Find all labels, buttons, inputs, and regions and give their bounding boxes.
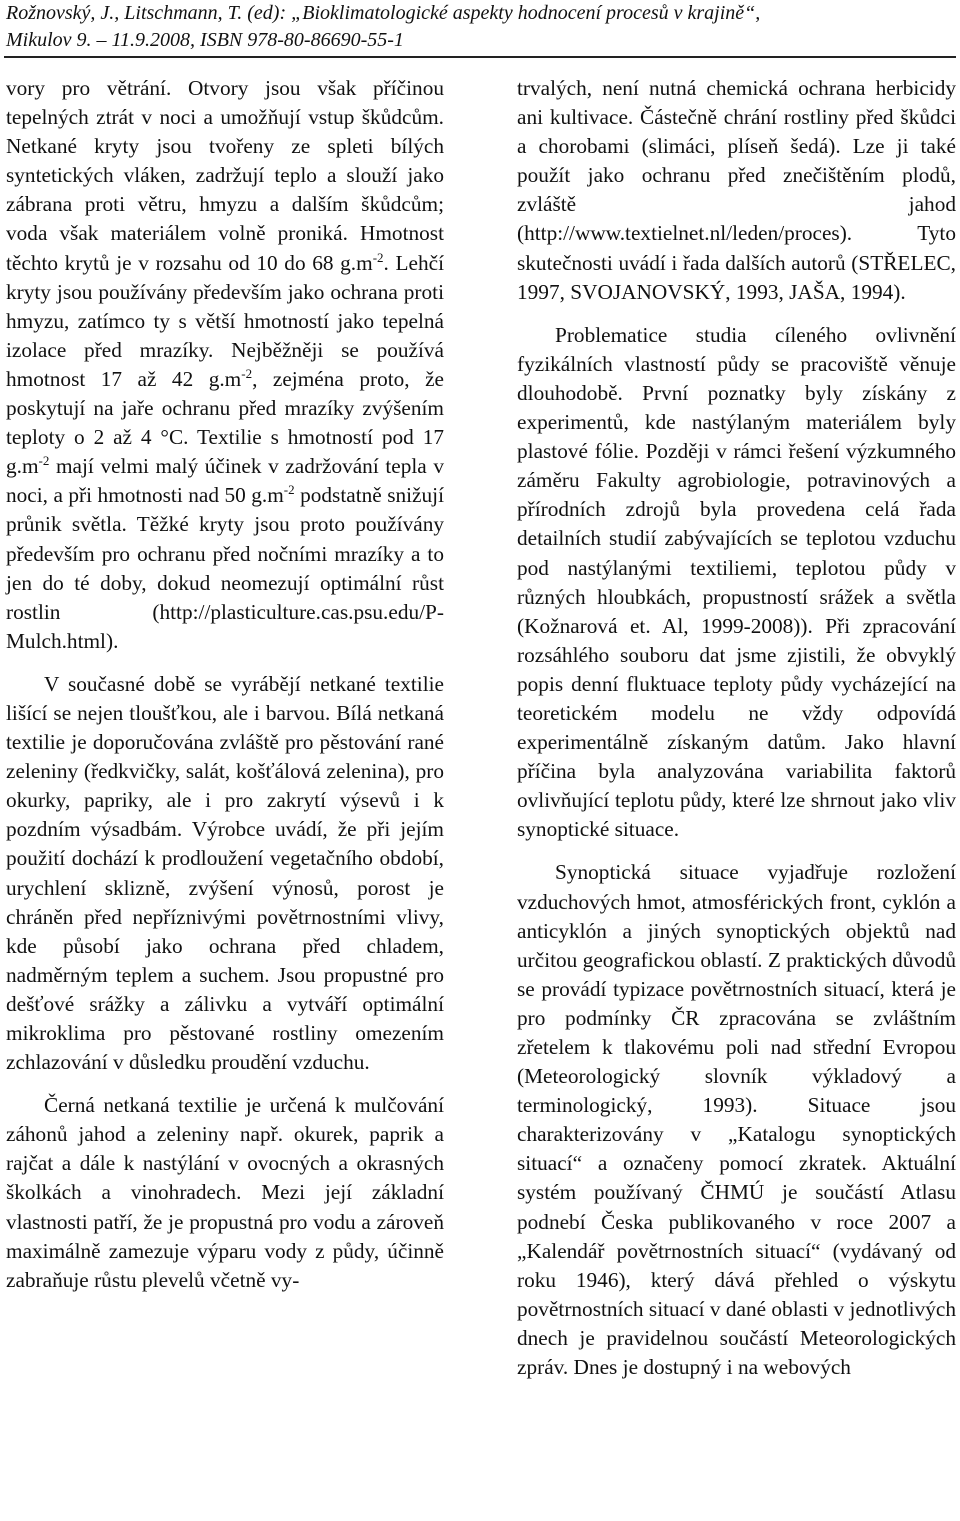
- text-run: podstatně snižují průnik světla. Těžké kryty jsou proto používány především pro ochranu před nočními mrazíky a to jen do té doby, dokud neomezují optimální růst rostlin (http://plasticulture.cas.psu.edu/P-Mulch.html).: [6, 483, 444, 653]
- superscript: -2: [38, 453, 50, 469]
- text-run: . Lehčí kryty jsou používány především jako ochrana proti hmyzu, zatímco ty s větší hmotností jako tepelná izolace před mrazíky. Nejběžněji se používá hmotnost 17 až 42 g.m: [6, 250, 444, 391]
- text-run: vory pro větrání. Otvory jsou však příčinou tepelných ztrát v noci a umožňují vstup škůdcům. Netkané kryty jsou tvořeny ze spleti bílých syntetických vláken, zadržují teplo a slouží jako zábrana proti větru, hmyzu a dalším škůdcům; voda však materiálem volně proniká. Hmotnost těchto krytů je v rozsahu od 10 do 68 g.m: [6, 76, 444, 275]
- paragraph-continuation: trvalých, není nutná chemická ochrana herbicidy ani kultivace. Částečně chrání rostliny před škůdci a chorobami (slimáci, plíseň šedá). Lze ji také použít jako ochranu před znečištěním plodů, zvláště jahod (http://www.textielnet.nl/leden/proces). Tyto skutečnosti uvádí i řada dalších autorů (STŘELEC, 1997, SVOJANOVSKÝ, 1993, JAŠA, 1994).: [517, 76, 956, 304]
- superscript: -2: [372, 249, 384, 265]
- text-run: , zejména proto, že poskytují na jaře ochranu před mrazíky zvýšením teploty o 2 až 4 °C. Textilie s hmotností pod 17 g.m: [6, 366, 444, 479]
- paragraph-synoptic-situation: Synoptická situace vyjadřuje rozložení vzduchových hmot, atmosférických front, cyklón a anticyklón a jiných synoptických objektů nad určitou geografickou oblastí. Z praktických důvodů se provádí typizace povětrnostních situací, která je pro podmínky ČR zpracována se zvláštním zřetelem k tlakovému poli nad střední Evropou (Meteorologický slovník výkladový a terminologický, 1993). Situace jsou charakterizovány v „Katalogu synoptických situací“ a označeny pomocí zkratek. Aktuální systém používaný ČHMÚ je součástí Atlasu podnebí Česka publikovaného v roce 2007 a „Kalendář povětrnostních situací“ (vydávaný od roku 1946), který dává přehled o výskytu povětrnostních situací v dané oblasti v jednotlivých dnech je pravidelnou součástí Meteorologických zpráv. Dnes je dostupný i na webových: [517, 860, 956, 1380]
- running-header: [6, 0, 956, 54]
- superscript: -2: [241, 365, 253, 381]
- header-isbn-line: Mikulov 9. – 11.9.2008, ISBN 978-80-86690-55-1: [6, 29, 404, 51]
- paragraph-white-textile: V současné době se vyrábějí netkané textilie lišící se nejen tloušťkou, ale i barvou. Bílá netkaná textilie je doporučována zvláště pro pěstování rané zeleniny (ředkvičky, salát, košťálová zelenina), pro okurky, papriky, ale i pro zakrytí výsevů i k pozdním výsadbám. Výrobce uvádí, že při jejím použití dochází k prodloužení vegetačního období, urychlení sklizně, zvýšení výnosů, porost je chráněn před nepříznivými povětrnostními vlivy, kde působí jako ochrana před chladem, nadměrným teplem a suchem. Jsou propustné pro dešťové srážky a zálivku a vytváří optimální mikroklima pro pěstované rostliny omezením zchlazování v důsledku proudění vzduchu.: [6, 671, 444, 1075]
- right-column: [517, 74, 956, 1382]
- header-citation-line: Rožnovský, J., Litschmann, T. (ed): „Bioklimatologické aspekty hodnocení procesů v krajině“,: [6, 2, 761, 24]
- text-run: mají velmi malý účinek v zadržování tepla v noci, a při hmotnosti nad 50 g.m: [6, 454, 444, 508]
- paragraph-research-history: Problematice studia cíleného ovlivnění fyzikálních vlastností půdy se pracoviště věnuje dlouhodobě. První poznatky byly získány z experimentů, kde nastýlaným materiálem byly plastové fólie. Později v rámci řešení výzkumného záměru Fakulty agrobiologie, potravinových a přírodních zdrojů byla provedena celá řada detailních studií zabývajících se teplotou vzduchu pod nastýlanými textiliemi, teplotou půdy v různých hloubkách, propustností srážek a světla (Kožnarová et. Al, 1999-2008)). Při zpracování rozsáhlého souboru dat jsme zjistili, že obvyklý popis denní fluktuace teploty půdy vycházející na teoretickém modelu ne vždy odpovídá experimentálně získaným datům. Jako hlavní příčina byla analyzována variabilita faktorů ovlivňující teplotu půdy, které lze shrnout jako vliv synoptické situace.: [517, 322, 956, 842]
- paragraph-black-textile: Černá netkaná textilie je určená k mulčování záhonů jahod a zeleniny např. okurek, paprik a rajčat a dále k nastýlání v ovocných a okrasných školkách a vinohradech. Mezi její základní vlastnosti patří, že je propustná pro vodu a zároveň maximálně zamezuje výparu vody z půdy, účinně zabraňuje růstu plevelů včetně vy-: [6, 1093, 444, 1292]
- superscript: -2: [283, 482, 295, 498]
- left-column: [6, 74, 444, 1295]
- paragraph-nonwoven-covers: [6, 74, 444, 656]
- header-divider: [4, 56, 956, 58]
